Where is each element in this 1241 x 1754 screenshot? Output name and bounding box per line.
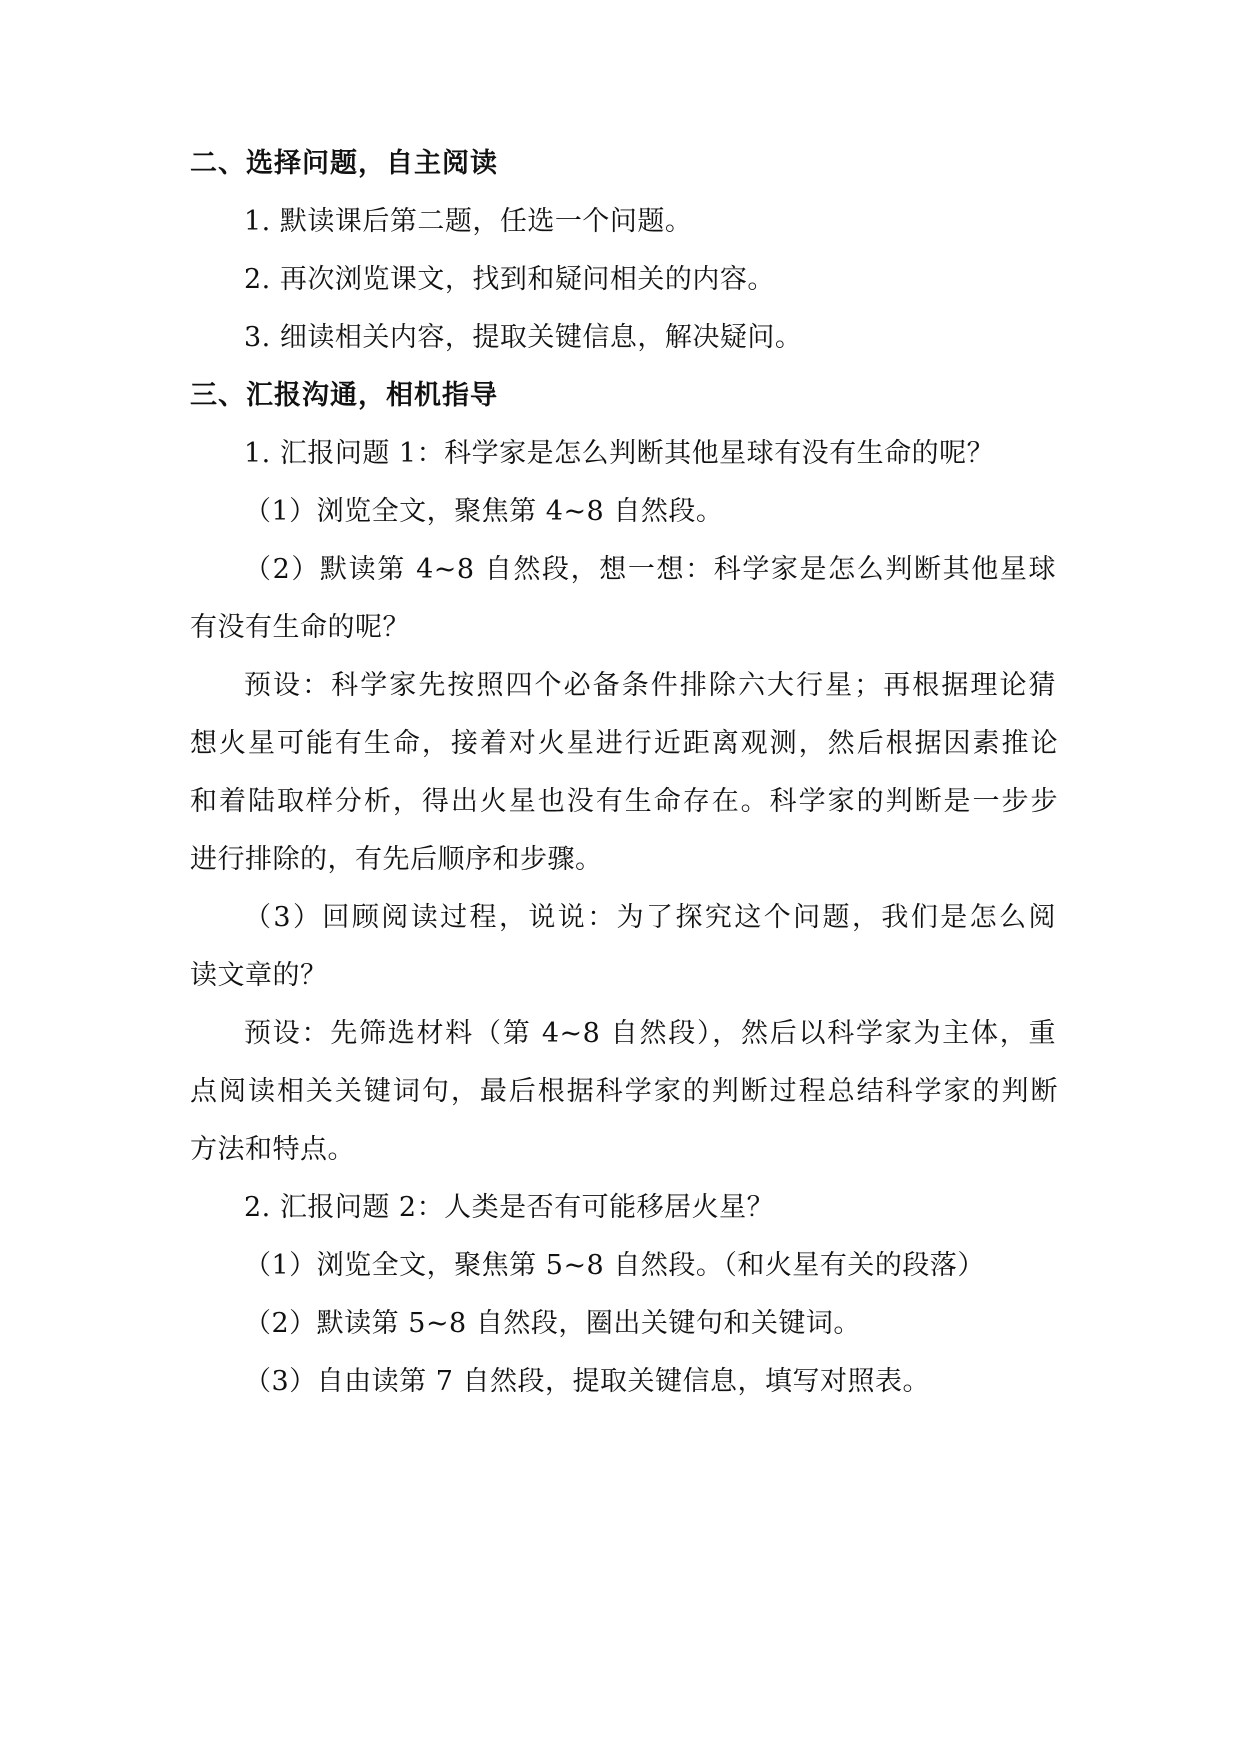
preset-paragraph-1: 预设：科学家先按照四个必备条件排除六大行星；再根据理论猜 [244,670,1056,701]
section-heading-3: 三、汇报沟通，相机指导 [190,380,498,411]
question-1-title: 1. 汇报问题 1：科学家是怎么判断其他星球有没有生命的呢？ [244,438,995,469]
question-2-title: 2. 汇报问题 2：人类是否有可能移居火星？ [244,1192,775,1223]
section-heading-2: 二、选择问题，自主阅读 [190,148,498,179]
question-1-step-2: （2）默读第 4~8 自然段，想一想：科学家是怎么判断其他星球 [244,554,1056,585]
preset-paragraph-1-line: 进行排除的，有先后顺序和步骤。 [190,844,603,875]
list-item: 1. 默读课后第二题，任选一个问题。 [244,206,693,237]
question-1-step-3-cont: 读文章的？ [190,960,328,991]
preset-paragraph-1-line: 想火星可能有生命，接着对火星进行近距离观测，然后根据因素推论 [190,728,1058,759]
question-2-step-1: （1）浏览全文，聚焦第 5~8 自然段。（和火星有关的段落） [244,1250,985,1281]
list-item: 3. 细读相关内容，提取关键信息，解决疑问。 [244,322,803,353]
preset-paragraph-1-line: 和着陆取样分析，得出火星也没有生命存在。科学家的判断是一步步 [190,786,1058,817]
question-2-step-3: （3）自由读第 7 自然段，提取关键信息，填写对照表。 [244,1366,931,1397]
preset-paragraph-2-line: 点阅读相关关键词句，最后根据科学家的判断过程总结科学家的判断 [190,1076,1058,1107]
preset-paragraph-2: 预设：先筛选材料（第 4~8 自然段），然后以科学家为主体，重 [244,1018,1056,1049]
list-item: 2. 再次浏览课文，找到和疑问相关的内容。 [244,264,775,295]
question-2-step-2: （2）默读第 5~8 自然段，圈出关键句和关键词。 [244,1308,861,1339]
question-1-step-3: （3）回顾阅读过程，说说：为了探究这个问题，我们是怎么阅 [244,902,1056,933]
question-1-step-1: （1）浏览全文，聚焦第 4~8 自然段。 [244,496,724,527]
question-1-step-2-cont: 有没有生命的呢？ [190,612,410,643]
preset-paragraph-2-line: 方法和特点。 [190,1134,355,1165]
